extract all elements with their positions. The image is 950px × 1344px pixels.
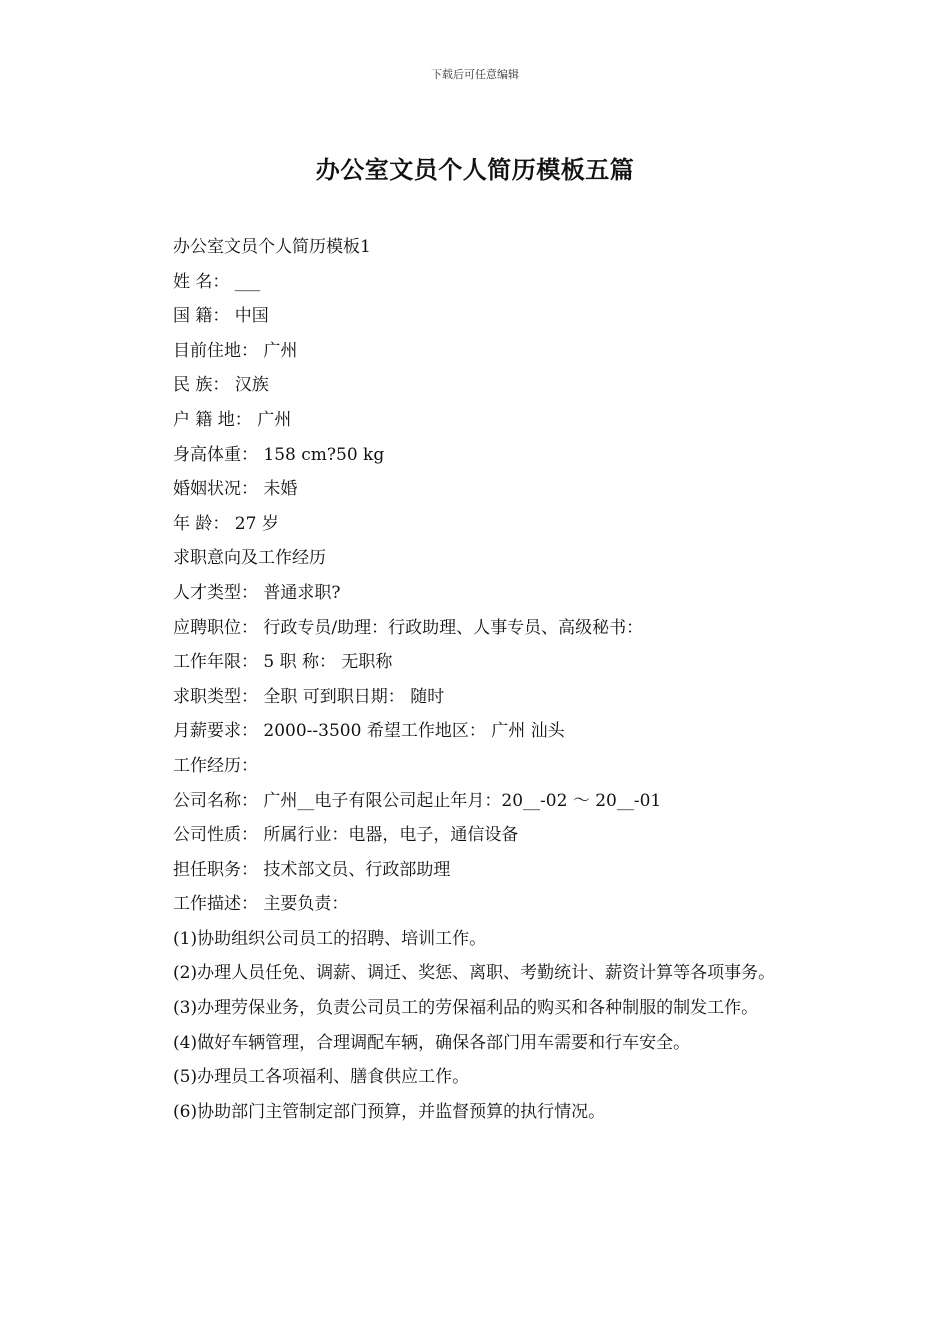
duty-item: (1)协助组织公司员工的招聘、培训工作。 <box>173 928 487 949</box>
document-body <box>145 230 815 1129</box>
field-residence: 目前住地： 广州 <box>173 340 298 361</box>
duty-item: (4)做好车辆管理，合理调配车辆，确保各部门用车需要和行车安全。 <box>173 1032 691 1053</box>
field-ethnicity: 民 族： 汉族 <box>173 375 269 396</box>
section-heading: 办公室文员个人简历模板1 <box>173 237 371 257</box>
field-height-weight: 身高体重： 158 cm?50 kg <box>173 444 385 465</box>
field-duty: 担任职务： 技术部文员、行政部助理 <box>173 859 451 880</box>
duty-item: (2)办理人员任免、调薪、调迁、奖惩、离职、考勤统计、薪资计算等各项事务。 <box>173 963 776 984</box>
field-salary: 月薪要求： 2000--3500 希望工作地区： 广州 汕头 <box>173 721 565 742</box>
field-position: 应聘职位： 行政专员/助理：行政助理、人事专员、高级秘书： <box>173 617 644 638</box>
field-years: 工作年限： 5 职 称： 无职称 <box>173 652 393 673</box>
field-company-type: 公司性质： 所属行业：电器，电子，通信设备 <box>173 825 519 846</box>
header-note: 下载后可任意编辑 <box>431 68 519 81</box>
duty-item: (3)办理劳保业务，负责公司员工的劳保福利品的购买和各种制服的制发工作。 <box>173 998 759 1019</box>
duty-item: (6)协助部门主管制定部门预算，并监督预算的执行情况。 <box>173 1101 606 1122</box>
field-nationality: 国 籍： 中国 <box>173 306 269 327</box>
section-heading-job: 求职意向及工作经历 <box>173 548 326 569</box>
document-title: 办公室文员个人简历模板五篇 <box>315 156 635 184</box>
field-job-type: 求职类型： 全职 可到职日期： 随时 <box>173 686 445 707</box>
field-hukou: 户 籍 地： 广州 <box>173 409 292 430</box>
field-talent-type: 人才类型： 普通求职? <box>173 582 341 603</box>
field-company: 公司名称： 广州__电子有限公司起止年月：20__-02 ～ 20__-01 <box>173 790 662 811</box>
field-name: 姓 名： ___ <box>173 271 261 292</box>
field-age: 年 龄： 27 岁 <box>173 513 279 534</box>
field-experience-heading: 工作经历： <box>173 755 258 776</box>
field-description: 工作描述： 主要负责： <box>173 894 349 915</box>
duty-item: (5)办理员工各项福利、膳食供应工作。 <box>173 1067 470 1088</box>
field-marital-status: 婚姻状况： 未婚 <box>173 479 298 500</box>
